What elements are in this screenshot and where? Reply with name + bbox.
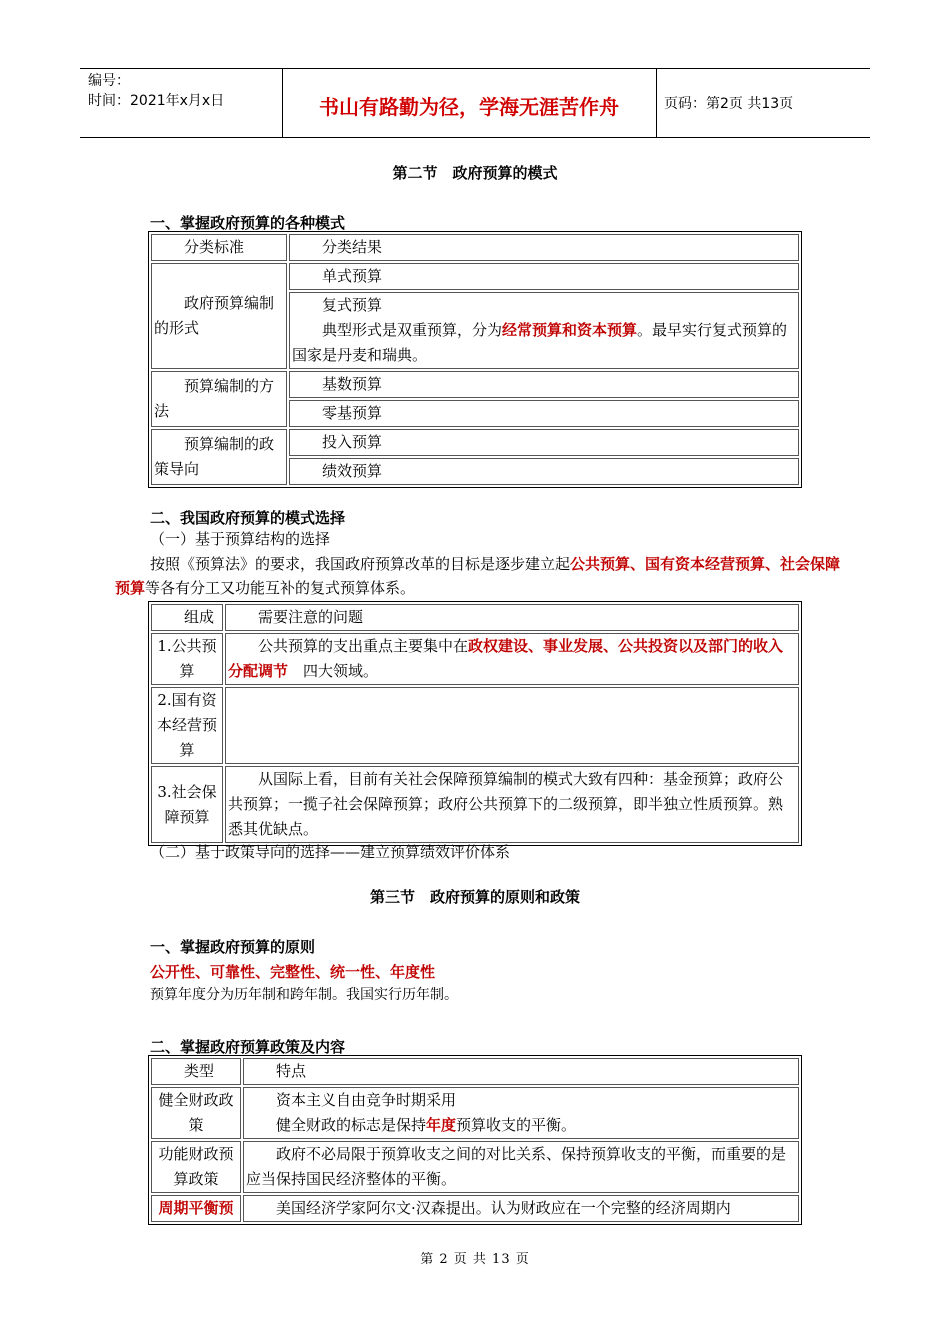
text-span: 公共预算的支出重点主要集中在 xyxy=(258,637,469,655)
highlight-text: 经常预算和资本预算 xyxy=(502,321,638,339)
subheading-policy: （二）基于政策导向的选择——建立预算绩效评价体系 xyxy=(150,843,511,861)
table-cell: 基数预算 xyxy=(289,371,799,398)
table-cell: 投入预算 xyxy=(289,429,799,456)
text-line xyxy=(246,1113,796,1138)
section-title: 第二节 政府预算的模式 xyxy=(392,164,558,182)
header-meta xyxy=(88,71,224,111)
text-span: 四大领域。 xyxy=(288,662,379,680)
header-divider xyxy=(656,69,657,137)
table-header-cell: 需要注意的问题 xyxy=(225,604,799,631)
subheading-structure: （一）基于预算结构的选择 xyxy=(150,530,331,548)
row-label-policy: 预算编制的政策导向 xyxy=(151,429,287,485)
table-cell: 美国经济学家阿尔文·汉森提出。认为财政应在一个完整的经济周期内 xyxy=(243,1195,799,1222)
heading-mode-choice: 二、我国政府预算的模式选择 xyxy=(150,509,346,527)
text-span: 典型形式是双重预算，分为 xyxy=(322,321,503,339)
text-span: 按照《预算法》的要求，我国政府预算改革的目标是逐步建立起 xyxy=(150,555,571,573)
table-header-cell: 类型 xyxy=(151,1058,241,1085)
heading-budget-modes: 一、掌握政府预算的各种模式 xyxy=(150,214,346,232)
row-label-functional-finance: 功能财政预算政策 xyxy=(151,1141,241,1193)
section-title: 第三节 政府预算的原则和政策 xyxy=(369,888,580,906)
budget-policy-table xyxy=(148,1055,802,1225)
table-cell: 绩效预算 xyxy=(289,458,799,485)
serial-label: 编号： xyxy=(88,73,130,89)
table-cell: 零基预算 xyxy=(289,400,799,427)
budget-structure-table xyxy=(148,601,802,846)
budget-modes-table xyxy=(148,231,802,488)
row-label-form: 政府预算编制的形式 xyxy=(151,263,287,369)
compound-desc xyxy=(292,318,796,368)
table-cell: 单式预算 xyxy=(289,263,799,290)
heading-principles: 一、掌握政府预算的原则 xyxy=(150,938,316,956)
table-header-cell: 组成 xyxy=(151,604,223,631)
principles-note: 预算年度分为历年制和跨年制。我国实行历年制。 xyxy=(150,987,458,1003)
page-footer: 第 2 页 共 13 页 xyxy=(420,1252,530,1267)
principles-list: 公开性、可靠性、完整性、统一性、年度性 xyxy=(150,963,436,981)
page-header xyxy=(80,68,870,138)
table-header-cell: 特点 xyxy=(243,1058,799,1085)
table-cell xyxy=(225,633,799,685)
text-span: 预算收支的平衡。 xyxy=(456,1116,577,1134)
row-label-public: 1.公共预算 xyxy=(151,633,223,685)
time-label: 时间：2021年x月x日 xyxy=(88,93,225,109)
highlight-text: 公共预算、国有资本经营预算、社会保障预算 xyxy=(115,555,841,597)
highlight-text: 年度 xyxy=(426,1116,457,1134)
row-label-state-capital: 2.国有资本经营预算 xyxy=(151,687,223,764)
table-header-cell: 分类结果 xyxy=(289,234,799,261)
row-label-sound-finance: 健全财政政策 xyxy=(151,1087,241,1139)
table-cell xyxy=(225,687,799,764)
text-span: 。最早实行复式预算的国家是丹麦和瑞典。 xyxy=(292,321,788,364)
text-span: 健全财政的标志是保持 xyxy=(276,1116,427,1134)
row-label-social-security: 3.社会保障预算 xyxy=(151,766,223,843)
table-cell: 政府不必局限于预算收支之间的对比关系、保持预算收支的平衡，而重要的是应当保持国民经济整体的平衡。 xyxy=(243,1141,799,1193)
row-label-cyclical-balance: 周期平衡预 xyxy=(151,1195,241,1222)
header-motto: 书山有路勤为径，学海无涯苦作舟 xyxy=(319,95,619,119)
table-cell xyxy=(289,292,799,369)
row-label-method: 预算编制的方法 xyxy=(151,371,287,427)
table-header-cell: 分类标准 xyxy=(151,234,287,261)
compound-title: 复式预算 xyxy=(322,296,383,314)
text-line: 资本主义自由竞争时期采用 xyxy=(276,1091,457,1109)
text-span: 等各有分工又功能互补的复式预算体系。 xyxy=(145,579,416,597)
table-cell xyxy=(243,1087,799,1139)
table-cell: 从国际上看，目前有关社会保障预算编制的模式大致有四种：基金预算；政府公共预算；一揽子社会保障预算；政府公共预算下的二级预算，即半独立性质预算。熟悉其优缺点。 xyxy=(225,766,799,843)
highlight-text: 政权建设、事业发展、公共投资以及部门的收入分配调节 xyxy=(228,637,784,680)
heading-policies: 二、掌握政府预算政策及内容 xyxy=(150,1038,346,1056)
paragraph-reform xyxy=(115,552,850,600)
header-page-label: 页码：第2页 共13页 xyxy=(664,96,794,112)
